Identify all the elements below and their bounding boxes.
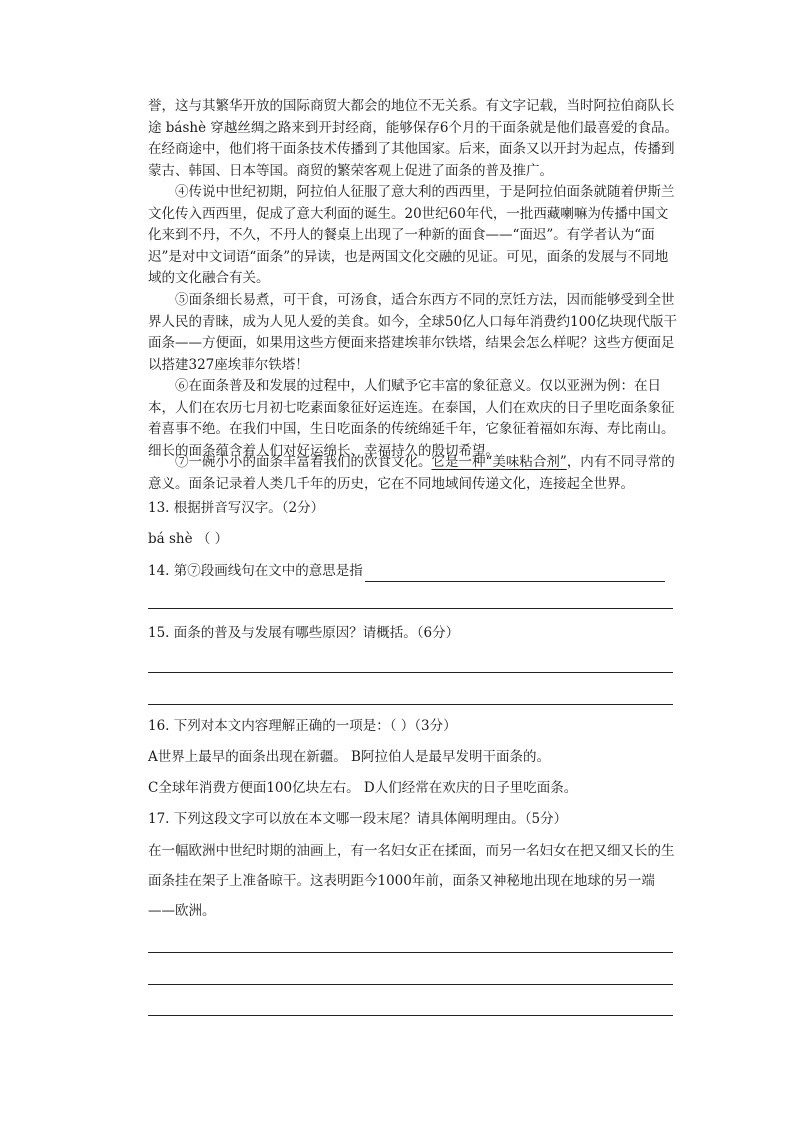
question-14 bbox=[148, 560, 678, 582]
question-16: 16. 下列对本文内容理解正确的一项是：（ ）（3分） bbox=[148, 718, 457, 734]
question-17-answer-line-3[interactable] bbox=[148, 1015, 673, 1016]
paragraph-7 bbox=[148, 452, 678, 495]
question-17-answer-line-1[interactable] bbox=[148, 952, 673, 953]
paragraph-3-continued: 誉，这与其繁华开放的国际商贸大都会的地位不无关系。有文字记载，当时阿拉伯商队长途 báshè 穿越丝绸之路来到开封经商，能够保存6个月的干面条就是他们最喜爱的食品。在经商途中，他们将干面条技术传播到了其他国家。后来，面条又以开封为起点，传播到蒙古、韩国、日本等国。商贸的繁荣客观上促进了面条的普及推广。 bbox=[148, 98, 678, 179]
question-15-answer-line-2[interactable] bbox=[148, 704, 673, 705]
paragraph-4: ④传说中世纪初期，阿拉伯人征服了意大利的西西里，于是阿拉伯面条就随着伊斯兰文化传入西西里，促成了意大利面的诞生。20世纪60年代，一批西藏喇嘛为传播中国文化来到不丹，不久，不丹人的餐桌上出现了一种新的面食——“面迟”。有学者认为“面迟”是对中文词语“面条”的异读，也是两国文化交融的见证。可见，面条的发展与不同地域的文化融合有关。 bbox=[148, 184, 675, 286]
question-17-quoted-text bbox=[148, 836, 678, 926]
question-14-answer-line[interactable] bbox=[365, 565, 665, 582]
question-15: 15. 面条的普及与发展有哪些原因？请概括。（6分） bbox=[148, 625, 460, 641]
question-17-answer-line-2[interactable] bbox=[148, 984, 673, 985]
question-13: 13. 根据拼音写汉字。（2分） bbox=[148, 500, 325, 516]
paragraph-5: ⑤面条细长易煮，可干食，可汤食，适合东西方不同的烹饪方法，因而能够受到全世界人民的青睐，成为人见人爱的美食。如今，全球50亿人口每年消费约100亿块现代版干面条——方便面，如果用这些方便面来搭建埃菲尔铁塔，结果会怎么样呢？这些方便面足以搭建327座埃菲尔铁塔！ bbox=[148, 292, 677, 373]
paragraph-7-end: ，内有不同寻常的意义。面条记录着人类几千年的历史，它在不同地域间传递文化，连接起全世界。 bbox=[148, 454, 675, 492]
question-15-answer-line-1[interactable] bbox=[148, 672, 673, 673]
underlined-sentence: 它是一种“美味粘合剂” bbox=[431, 454, 567, 470]
question-17: 17. 下列这段文字可以放在本文哪一段末尾？请具体阐明理由。（5分） bbox=[148, 811, 568, 827]
question-16-options-ab: A世界上最早的面条出现在新疆。 B阿拉伯人是最早发明干面条的。 bbox=[148, 749, 550, 765]
question-14-text: 14. 第⑦段画线句在文中的意思是指 bbox=[148, 563, 363, 579]
paragraph-7-start: ⑦一碗小小的面条丰富着我们的饮食文化。 bbox=[175, 454, 432, 470]
paragraph-6: ⑥在面条普及和发展的过程中，人们赋予它丰富的象征意义。仅以亚洲为例：在日本，人们在农历七月初七吃素面象征好运连连。在泰国，人们在欢庆的日子里吃面条象征着喜事不绝。在我们中国，生日吃面条的传统绵延千年，它象征着福如东海、寿比南山。细长的面条蕴含着人们对好运绵长、幸福持久的殷切希望。 bbox=[148, 378, 675, 459]
question-13-answer-blank[interactable]: bá shè （ ） bbox=[148, 531, 229, 547]
question-14-answer-line-2[interactable] bbox=[148, 608, 673, 609]
question-16-options-cd: C全球年消费方便面100亿块左右。 D人们经常在欢庆的日子里吃面条。 bbox=[148, 780, 578, 796]
question-17-quote: 在一幅欧洲中世纪时期的油画上，有一名妇女正在揉面，而另一名妇女在把又细又长的生面条挂在架子上准备晾干。这表明距今1000年前，面条又神秘地出现在地球的另一端——欧洲。 bbox=[148, 843, 675, 919]
